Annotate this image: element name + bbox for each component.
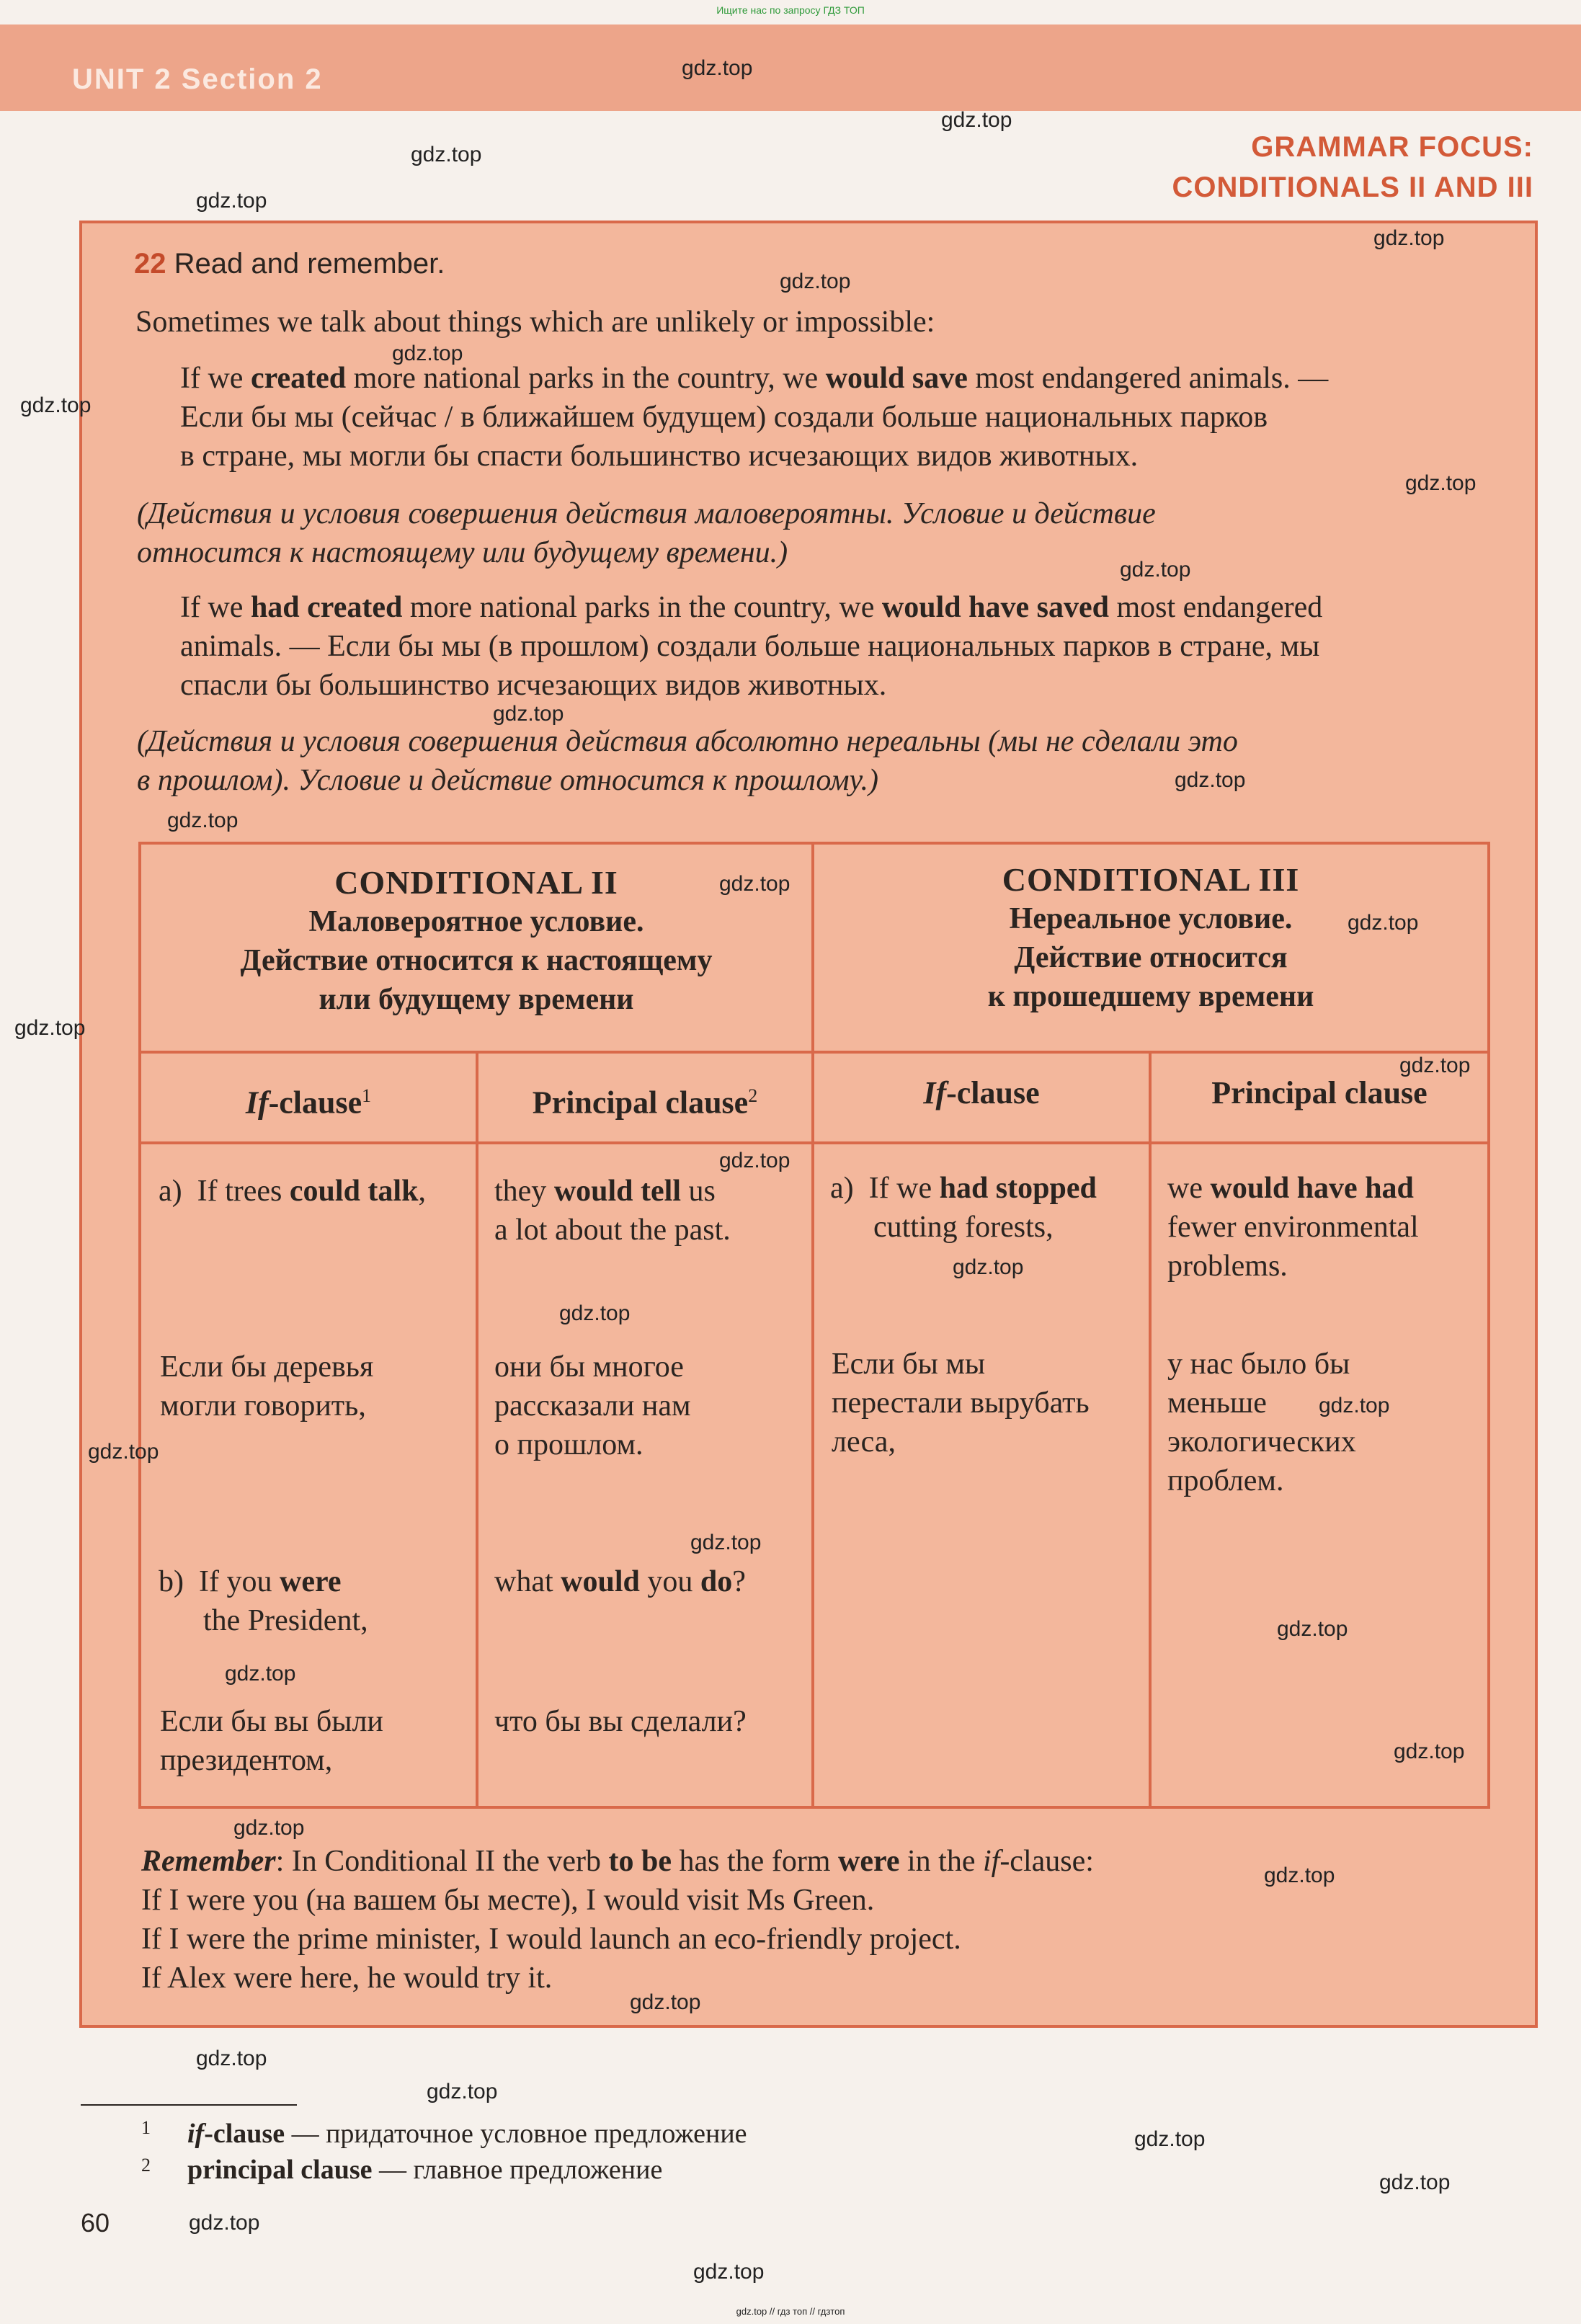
watermark: gdz.top	[693, 2260, 765, 2284]
c2-a-principal-clause: they would tell us a lot about the past.	[494, 1175, 731, 1247]
table-divider-header	[138, 1051, 1490, 1054]
footnote-separator	[81, 2104, 297, 2106]
watermark: gdz.top	[493, 702, 564, 726]
conditional-3-sub3: к прошедшему времени	[987, 980, 1314, 1013]
c3-a-principal-clause: we would have had fewer environmental problems.	[1167, 1172, 1419, 1283]
watermark: gdz.top	[1134, 2127, 1206, 2151]
watermark: gdz.top	[1399, 1054, 1471, 1077]
example1-ru-line1: Если бы мы (сейчас / в ближайшем будущем) создали больше национальных парков	[180, 401, 1268, 434]
watermark: gdz.top	[1394, 1740, 1465, 1763]
watermark: gdz.top	[780, 270, 851, 293]
watermark: gdz.top	[196, 2047, 267, 2070]
exercise-title	[134, 248, 445, 280]
watermark: gdz.top	[1264, 1864, 1335, 1887]
bottom-note: gdz.top // гдз топ // гдзтоп	[736, 2306, 845, 2317]
example1-en: If we created more national parks in the country, we would save most endangered animals. —	[180, 362, 1329, 395]
watermark: gdz.top	[1120, 558, 1191, 582]
c2-b-principal-clause-ru: что бы вы сделали?	[494, 1705, 747, 1738]
example2-line2: animals. — Если бы мы (в прошлом) создали больше национальных парков в стране, мы	[180, 630, 1320, 663]
table-divider-subheader	[138, 1141, 1490, 1144]
exercise-number: 22	[134, 248, 166, 280]
remember-example-2: If I were the prime minister, I would launch an eco-friendly project.	[141, 1923, 961, 1956]
watermark: gdz.top	[719, 872, 790, 896]
remember-example-3: If Alex were here, he would try it.	[141, 1962, 553, 1995]
watermark: gdz.top	[189, 2211, 260, 2235]
example1-ru-line2: в стране, мы могли бы спасти большинство исчезающих видов животных.	[180, 440, 1139, 473]
watermark: gdz.top	[719, 1149, 790, 1172]
footnote-2: principal clause — главное предложение	[187, 2155, 663, 2185]
watermark: gdz.top	[14, 1016, 86, 1040]
unit-label: UNIT 2 Section 2	[72, 63, 323, 95]
watermark: gdz.top	[630, 1990, 701, 2014]
footnote-2-number: 2	[141, 2155, 151, 2176]
remember-block	[141, 1842, 1094, 1998]
watermark: gdz.top	[411, 143, 482, 166]
top-note: Ищите нас по запросу ГДЗ ТОП	[716, 4, 865, 16]
watermark: gdz.top	[196, 189, 267, 213]
grammar-focus-heading	[1172, 127, 1533, 208]
conditional-2-sub1: Маловероятное условие.	[308, 905, 644, 938]
watermark: gdz.top	[1379, 2171, 1451, 2194]
conditional-2-header	[141, 863, 811, 1019]
note2-line2: в прошлом). Условие и действие относится к прошлому.)	[137, 764, 878, 797]
watermark: gdz.top	[392, 342, 463, 365]
footnote-1: if-clause — придаточное условное предложение	[187, 2119, 747, 2149]
note1-line2: относится к настоящему или будущему времени.)	[137, 536, 788, 569]
watermark: gdz.top	[1319, 1394, 1390, 1417]
conditional-3-title: CONDITIONAL III	[1002, 861, 1300, 898]
c3-a-if-clause: a) If we had stopped cutting forests,	[830, 1172, 1097, 1244]
conditional-3-sub2: Действие относится	[1014, 941, 1288, 974]
watermark: gdz.top	[1348, 911, 1419, 935]
watermark: gdz.top	[1405, 471, 1477, 495]
watermark: gdz.top	[690, 1531, 762, 1554]
page-number: 60	[81, 2208, 110, 2238]
c3-principal-clause-header: Principal clause	[1211, 1075, 1428, 1110]
watermark: gdz.top	[559, 1301, 631, 1325]
c2-principal-clause-header: Principal clause$^2$	[532, 1085, 758, 1121]
c2-a-if-clause-ru: Если бы деревья могли говорить,	[160, 1350, 374, 1423]
grammar-focus-line1: GRAMMAR FOCUS:	[1251, 131, 1533, 163]
c3-a-if-clause-ru: Если бы мы перестали вырубать леса,	[832, 1348, 1090, 1459]
footnote-1-number: 1	[141, 2117, 151, 2138]
table-divider-c2	[476, 1051, 478, 1809]
example2-en: If we had created more national parks in the country, we would have saved most endangered	[180, 591, 1323, 624]
table-divider-c3	[1149, 1051, 1152, 1809]
watermark: gdz.top	[1373, 226, 1445, 250]
c3-a-principal-clause-ru: у нас было бы меньше экологических проблем.	[1167, 1348, 1356, 1497]
c2-a-principal-clause-ru: они бы многое рассказали нам о прошлом.	[494, 1350, 691, 1461]
watermark: gdz.top	[233, 1816, 305, 1840]
c2-b-if-clause: b) If you were the President,	[159, 1565, 368, 1637]
watermark: gdz.top	[427, 2080, 498, 2103]
c2-if-clause-header: If-clause$^1$	[245, 1085, 372, 1121]
conditional-2-title: CONDITIONAL II	[334, 864, 618, 901]
note1-line1: (Действия и условия совершения действия маловероятны. Условие и действие	[137, 497, 1156, 530]
watermark: gdz.top	[225, 1662, 296, 1686]
grammar-focus-line2: CONDITIONALS II AND III	[1172, 172, 1533, 203]
c2-b-principal-clause: what would you do?	[494, 1565, 746, 1598]
conditional-2-sub2: Действие относится к настоящему	[240, 944, 713, 977]
watermark: gdz.top	[167, 809, 239, 832]
exercise-instruction: Read and remember.	[174, 248, 445, 280]
conditional-3-header	[814, 860, 1487, 1016]
c3-if-clause-header: If-clause	[923, 1075, 1040, 1110]
watermark: gdz.top	[953, 1255, 1024, 1279]
remember-example-1: If I were you (на вашем бы месте), I would visit Ms Green.	[141, 1884, 875, 1917]
watermark: gdz.top	[1175, 768, 1246, 792]
watermark: gdz.top	[1277, 1617, 1348, 1641]
c2-a-if-clause: a) If trees could talk,	[159, 1175, 426, 1208]
example2-line3: спасли бы большинство исчезающих видов животных.	[180, 669, 887, 702]
watermark: gdz.top	[88, 1440, 159, 1464]
intro-text: Sometimes we talk about things which are unlikely or impossible:	[135, 306, 935, 339]
watermark: gdz.top	[20, 393, 92, 417]
conditional-3-sub1: Нереальное условие.	[1009, 902, 1293, 935]
note2-line1: (Действия и условия совершения действия абсолютно нереальны (мы не сделали это	[137, 725, 1238, 758]
c2-b-if-clause-ru: Если бы вы были президентом,	[160, 1705, 383, 1777]
conditional-2-sub3: или будущему времени	[319, 983, 634, 1016]
watermark: gdz.top	[941, 108, 1012, 132]
remember-rule: Remember: In Conditional II the verb to be has the form were in the if-clause:	[141, 1845, 1094, 1878]
watermark: gdz.top	[682, 56, 753, 80]
